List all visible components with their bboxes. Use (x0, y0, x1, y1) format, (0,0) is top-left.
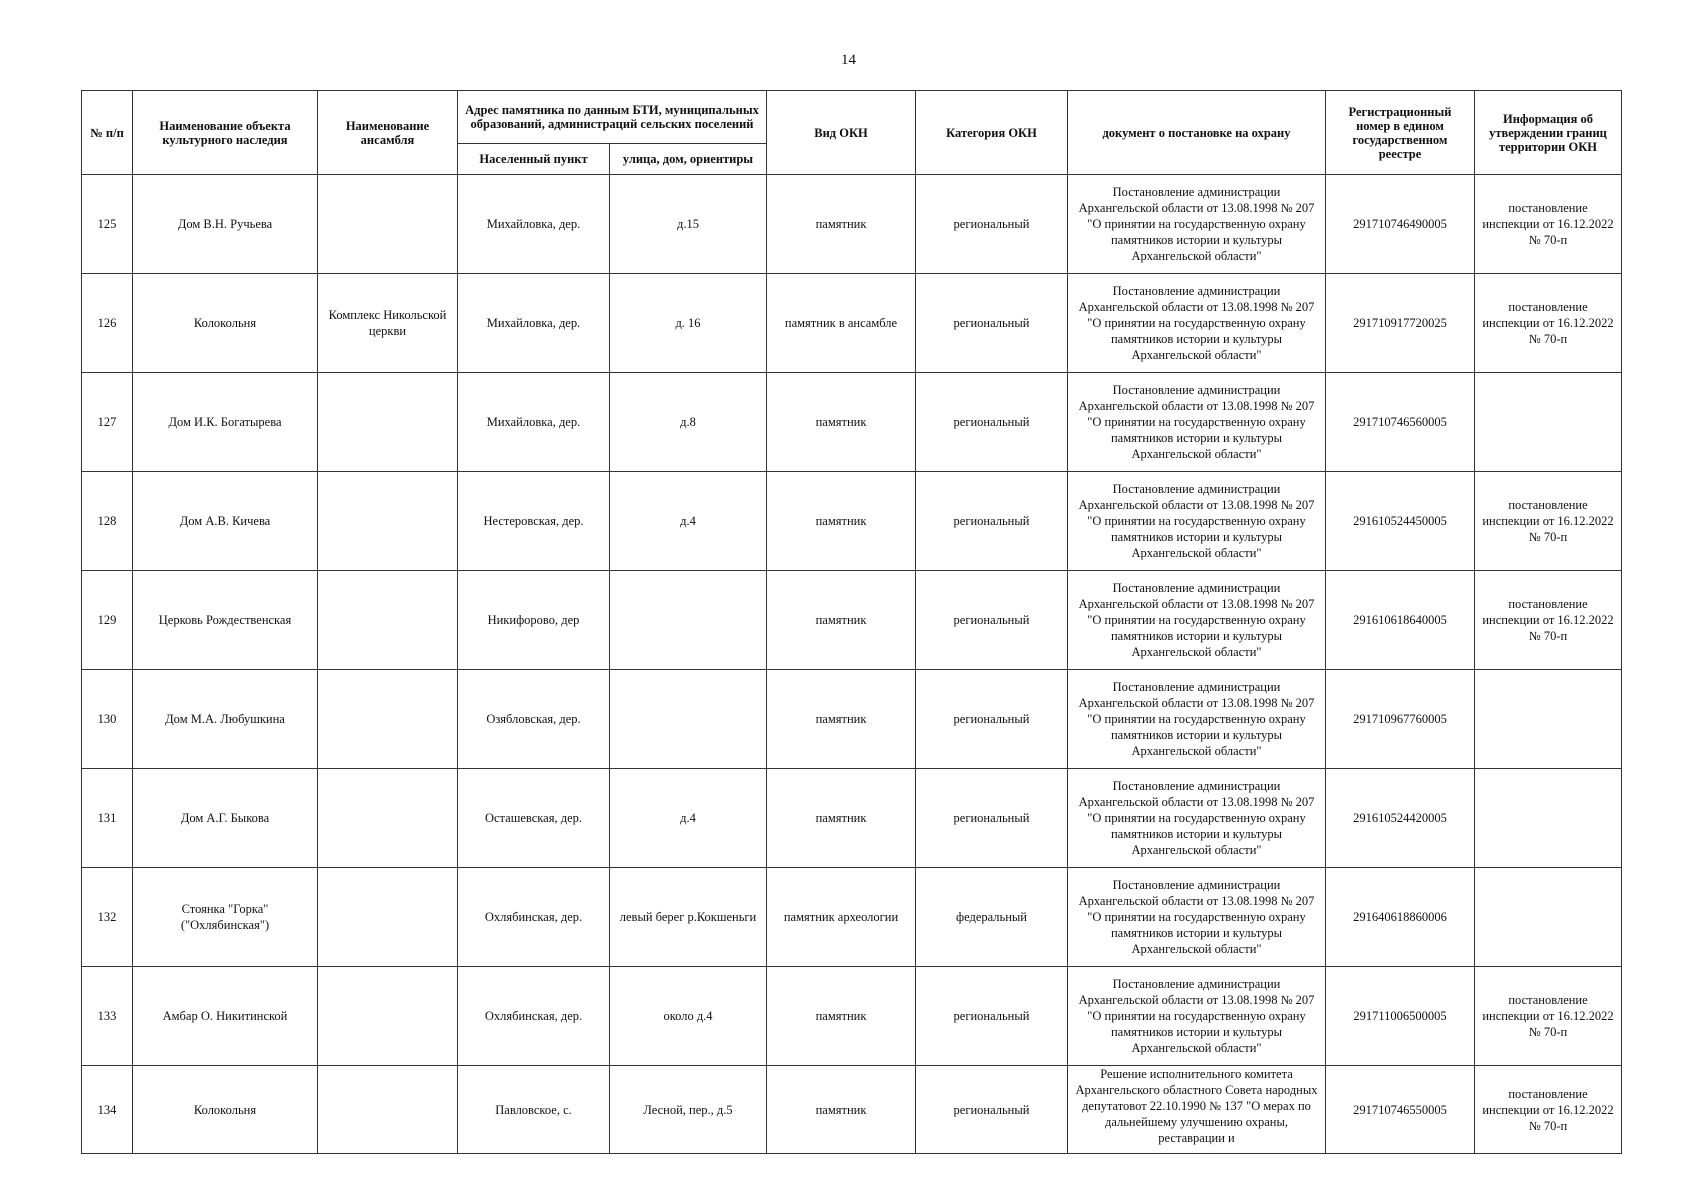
cell-type: памятник (767, 472, 916, 571)
table-row (82, 868, 1622, 967)
cell-boundaries: постановление инспекции от 16.12.2022 № 70-п (1475, 571, 1622, 670)
cell-reg-number: 291710746490005 (1326, 175, 1475, 274)
cell-type: памятник (767, 769, 916, 868)
header-boundaries: Информация об утверждении границ территории ОКН (1475, 91, 1622, 175)
header-num: № п/п (82, 91, 133, 175)
cell-name: Дом М.А. Любушкина (133, 670, 318, 769)
cell-boundaries (1475, 868, 1622, 967)
cell-street (610, 571, 767, 670)
header-address-group: Адрес памятника по данным БТИ, муниципальных образований, администраций сельских поселений (458, 91, 767, 144)
header-type: Вид ОКН (767, 91, 916, 175)
cell-category: региональный (916, 175, 1068, 274)
cell-category: региональный (916, 670, 1068, 769)
cell-settlement: Охлябинская, дер. (458, 868, 610, 967)
cell-boundaries: постановление инспекции от 16.12.2022 № 70-п (1475, 175, 1622, 274)
table-row (82, 967, 1622, 1066)
cell-name: Дом А.В. Кичева (133, 472, 318, 571)
cell-street: д.4 (610, 769, 767, 868)
cell-boundaries: постановление инспекции от 16.12.2022 № 70-п (1475, 472, 1622, 571)
cell-category: региональный (916, 571, 1068, 670)
cell-category: региональный (916, 1066, 1068, 1154)
cell-document: Постановление администрации Архангельской области от 13.08.1998 № 207 "О принятии на государственную охрану памятников истории и культуры Архангельской области" (1068, 472, 1326, 571)
cell-name: Дом В.Н. Ручьева (133, 175, 318, 274)
cell-street: около д.4 (610, 967, 767, 1066)
cell-num: 134 (82, 1066, 133, 1154)
cell-street: левый берег р.Кокшеньги (610, 868, 767, 967)
cell-document: Постановление администрации Архангельской области от 13.08.1998 № 207 "О принятии на государственную охрану памятников истории и культуры Архангельской области" (1068, 868, 1326, 967)
cell-reg-number: 291610524420005 (1326, 769, 1475, 868)
header-category: Категория ОКН (916, 91, 1068, 175)
cell-document: Постановление администрации Архангельской области от 13.08.1998 № 207 "О принятии на государственную охрану памятников истории и культуры Архангельской области" (1068, 967, 1326, 1066)
cell-ensemble (318, 472, 458, 571)
cell-settlement: Михайловка, дер. (458, 274, 610, 373)
cell-name: Стоянка "Горка" ("Охлябинская") (133, 868, 318, 967)
cell-document: Постановление администрации Архангельской области от 13.08.1998 № 207 "О принятии на государственную охрану памятников истории и культуры Архангельской области" (1068, 769, 1326, 868)
cell-name: Дом А.Г. Быкова (133, 769, 318, 868)
cell-ensemble: Комплекс Никольской церкви (318, 274, 458, 373)
cell-reg-number: 291710917720025 (1326, 274, 1475, 373)
cell-street: д.15 (610, 175, 767, 274)
cell-category: региональный (916, 274, 1068, 373)
cell-type: памятник (767, 967, 916, 1066)
cell-settlement: Нестеровская, дер. (458, 472, 610, 571)
cell-ensemble (318, 1066, 458, 1154)
cell-settlement: Михайловка, дер. (458, 373, 610, 472)
cell-type: памятник (767, 670, 916, 769)
cell-boundaries (1475, 769, 1622, 868)
cell-boundaries: постановление инспекции от 16.12.2022 № 70-п (1475, 1066, 1622, 1154)
cell-document: Постановление администрации Архангельской области от 13.08.1998 № 207 "О принятии на государственную охрану памятников истории и культуры Архангельской области" (1068, 175, 1326, 274)
cell-street: д.4 (610, 472, 767, 571)
cell-reg-number: 291610524450005 (1326, 472, 1475, 571)
cell-settlement: Осташевская, дер. (458, 769, 610, 868)
cell-category: региональный (916, 967, 1068, 1066)
cell-street: Лесной, пер., д.5 (610, 1066, 767, 1154)
cell-name: Дом И.К. Богатырева (133, 373, 318, 472)
cell-reg-number: 291610618640005 (1326, 571, 1475, 670)
table-row (82, 571, 1622, 670)
cell-ensemble (318, 373, 458, 472)
table-row (82, 769, 1622, 868)
document-text-clipped: Решение исполнительного комитета Архангельского областного Совета народных депутатовот 22.10.1990 № 137 "О мерах по дальнейшему улучшению охраны, реставрации и (1075, 1067, 1318, 1145)
cell-document: Постановление администрации Архангельской области от 13.08.1998 № 207 "О принятии на государственную охрану памятников истории и культуры Архангельской области" (1068, 373, 1326, 472)
cell-num: 131 (82, 769, 133, 868)
table-row (82, 1066, 1622, 1154)
cell-type: памятник археологии (767, 868, 916, 967)
cell-category: федеральный (916, 868, 1068, 967)
cell-ensemble (318, 868, 458, 967)
header-ensemble: Наименование ансамбля (318, 91, 458, 175)
cell-ensemble (318, 967, 458, 1066)
cell-ensemble (318, 769, 458, 868)
cell-boundaries (1475, 373, 1622, 472)
cell-num: 127 (82, 373, 133, 472)
cell-num: 130 (82, 670, 133, 769)
cell-num: 128 (82, 472, 133, 571)
cell-num: 126 (82, 274, 133, 373)
header-name: Наименование объекта культурного наследия (133, 91, 318, 175)
cell-name: Колокольня (133, 1066, 318, 1154)
table-row (82, 472, 1622, 571)
cell-settlement: Озябловская, дер. (458, 670, 610, 769)
cell-category: региональный (916, 472, 1068, 571)
cell-num: 133 (82, 967, 133, 1066)
header-reg-number: Регистрационный номер в едином государственном реестре (1326, 91, 1475, 175)
cell-type: памятник (767, 571, 916, 670)
cell-boundaries: постановление инспекции от 16.12.2022 № 70-п (1475, 274, 1622, 373)
cell-category: региональный (916, 373, 1068, 472)
cell-num: 132 (82, 868, 133, 967)
cell-ensemble (318, 670, 458, 769)
cell-category: региональный (916, 769, 1068, 868)
cell-reg-number: 291710746550005 (1326, 1066, 1475, 1154)
cell-street: д.8 (610, 373, 767, 472)
cell-name: Церковь Рождественская (133, 571, 318, 670)
table-row (82, 373, 1622, 472)
cell-document: Постановление администрации Архангельской области от 13.08.1998 № 207 "О принятии на государственную охрану памятников истории и культуры Архангельской области" (1068, 670, 1326, 769)
cell-reg-number: 291710967760005 (1326, 670, 1475, 769)
cell-settlement: Павловское, с. (458, 1066, 610, 1154)
cell-name: Амбар О. Никитинской (133, 967, 318, 1066)
cell-document: Постановление администрации Архангельской области от 13.08.1998 № 207 "О принятии на государственную охрану памятников истории и культуры Архангельской области" (1068, 274, 1326, 373)
cell-reg-number: 291640618860006 (1326, 868, 1475, 967)
table-row (82, 274, 1622, 373)
table-row (82, 175, 1622, 274)
cell-num: 125 (82, 175, 133, 274)
cell-document (1068, 1066, 1326, 1154)
cell-type: памятник в ансамбле (767, 274, 916, 373)
cell-num: 129 (82, 571, 133, 670)
header-settlement: Населенный пункт (458, 144, 610, 175)
cell-reg-number: 291711006500005 (1326, 967, 1475, 1066)
cell-type: памятник (767, 373, 916, 472)
cell-ensemble (318, 571, 458, 670)
header-document: документ о постановке на охрану (1068, 91, 1326, 175)
cell-street: д. 16 (610, 274, 767, 373)
cell-settlement: Михайловка, дер. (458, 175, 610, 274)
cell-settlement: Охлябинская, дер. (458, 967, 610, 1066)
cell-boundaries: постановление инспекции от 16.12.2022 № 70-п (1475, 967, 1622, 1066)
table-row (82, 670, 1622, 769)
cell-name: Колокольня (133, 274, 318, 373)
page-number: 14 (841, 52, 856, 68)
cell-ensemble (318, 175, 458, 274)
cell-settlement: Никифорово, дер (458, 571, 610, 670)
cell-street (610, 670, 767, 769)
cell-type: памятник (767, 1066, 916, 1154)
heritage-registry-table (81, 90, 1622, 1154)
cell-boundaries (1475, 670, 1622, 769)
cell-reg-number: 291710746560005 (1326, 373, 1475, 472)
header-street: улица, дом, ориентиры (610, 144, 767, 175)
cell-document: Постановление администрации Архангельской области от 13.08.1998 № 207 "О принятии на государственную охрану памятников истории и культуры Архангельской области" (1068, 571, 1326, 670)
cell-type: памятник (767, 175, 916, 274)
